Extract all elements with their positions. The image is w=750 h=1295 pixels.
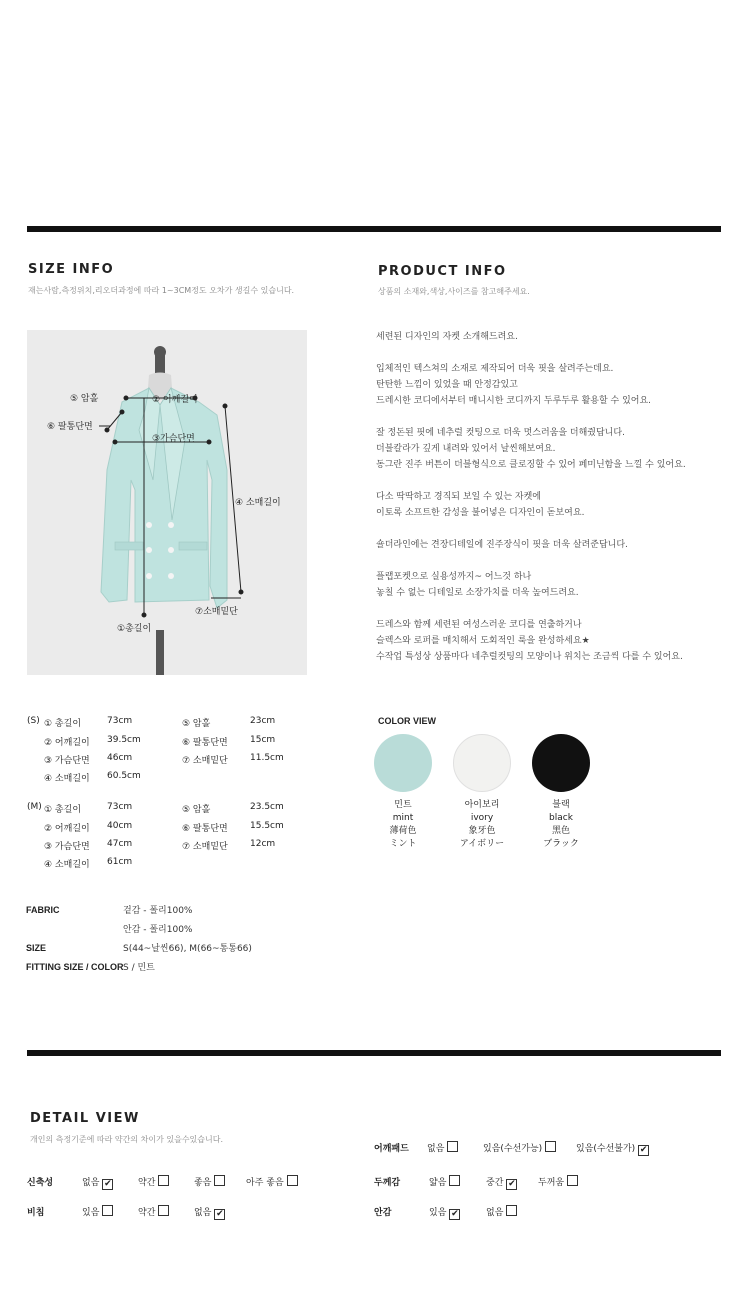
product-info-title: PRODUCT INFO [378,264,507,279]
s-measure-label: ④ 소매길이 [44,774,90,784]
desc-line: 놓칠 수 없는 디테일로 소장가치를 더욱 높여드려요. [376,588,579,598]
checkbox [567,1175,578,1186]
desc-line: 숄더라인에는 견장디테일에 진주장식이 핏을 더욱 살려준답니다. [376,540,628,550]
lining-label: 안감 [374,1208,392,1218]
desc-line: 세련된 디자인의 자켓 소개해드려요. [376,332,518,342]
checkbox-checked: ✔ [104,1179,112,1189]
size-m-label: (M) [27,802,42,812]
desc-line: 더블칼라가 깊게 내려와 있어서 날씬해보여요. [376,444,556,454]
desc-line: 드레스와 함께 세련된 여성스러운 코디를 연출하거나 [376,620,582,630]
desc-line: 슬렉스와 로퍼를 매치해서 도회적인 룩을 완성하세요★ [376,636,590,646]
m-measure-label: ① 총길이 [44,805,82,815]
m-measure-value: 23.5cm [250,802,284,812]
color-name-block [363,799,443,851]
color-zh: 黑色 [551,826,570,836]
color-name-block [442,799,522,851]
stretch-option: 좋음 [194,1175,225,1188]
stretch-label: 신축성 [27,1178,54,1188]
desc-line: 동그란 진주 버튼이 더블형식으로 클로징할 수 있어 페미닌함을 느낄 수 있어요. [376,460,686,470]
s-measure-label: ① 총길이 [44,719,82,729]
checkbox-checked: ✔ [508,1179,516,1189]
desc-gap [376,345,726,361]
checkbox [506,1205,517,1216]
desc-line: 다소 딱딱하고 경직되 보일 수 있는 자켓에 [376,492,541,502]
checkbox [158,1175,169,1186]
desc-gap [376,553,726,569]
stretch-option: 약간 [138,1175,169,1188]
fabric-lining: 안감 - 폴리100% [123,925,193,935]
shoulder-pad-option: 있음(수선가능) [483,1141,556,1154]
checkbox [449,1175,460,1186]
lining-option: 없음 [486,1205,517,1218]
checkbox-checked: ✔ [216,1209,224,1219]
m-measure-value: 47cm [107,839,133,849]
desc-line: 수작업 특성상 상품마다 네추럴컷팅의 모양이나 위치는 조금씩 다를 수 있어요. [376,652,683,662]
lining-option: 있음 ✔ [429,1208,459,1219]
desc-gap [376,409,726,425]
m-measure-value: 15.5cm [250,821,284,831]
desc-line: 이토록 소프트한 감성을 불어넣은 디자인이 돋보여요. [376,508,585,518]
stretch-option: 없음 ✔ [82,1178,112,1189]
s-measure-value: 15cm [250,735,276,745]
desc-line: 드레시한 코디에서부터 매니시한 코디까지 두루두루 활용할 수 있어요. [376,396,652,406]
s-measure-label: ⑥ 팔통단면 [182,738,228,748]
desc-gap [376,601,726,617]
s-measure-value: 23cm [250,716,276,726]
s-measure-label: ③ 가슴단면 [44,756,90,766]
sheer-label: 비침 [27,1208,45,1218]
detail-view-title: DETAIL VIEW [30,1111,140,1126]
m-measure-label: ⑦ 소매밑단 [182,842,228,852]
m-measure-label: ⑤ 암홀 [182,805,211,815]
s-measure-value: 60.5cm [107,771,141,781]
shoulder-pad-label: 어깨패드 [374,1144,409,1154]
thickness-label: 두께감 [374,1178,401,1188]
m-measure-label: ④ 소매길이 [44,860,90,870]
color-en: ivory [470,813,494,823]
ivory-swatch [453,734,511,792]
fitting-label: FITTING SIZE / COLOR [26,962,124,972]
color-ko: 블랙 [552,800,570,810]
shoulder-width-label: ② 어깨길이 [152,395,198,405]
sheer-option: 약간 [138,1205,169,1218]
s-measure-value: 73cm [107,716,133,726]
desc-gap [376,521,726,537]
size-s-label: (S) [27,716,40,726]
size-info-title: SIZE INFO [28,262,115,277]
section-divider-bottom [27,1050,721,1056]
color-view-title: COLOR VIEW [378,716,436,726]
thickness-option: 중간 ✔ [486,1178,516,1189]
cuff-label: ⑦소매밑단 [195,607,238,617]
desc-line: 입체적인 텍스쳐의 소재로 제작되어 더욱 핏을 살려주는데요. [376,364,614,374]
sleeve-width-label: ⑥ 팔통단면 [47,422,93,432]
section-divider-top [27,226,721,232]
s-measure-value: 39.5cm [107,735,141,745]
desc-gap [376,473,726,489]
m-measure-label: ⑥ 팔통단면 [182,824,228,834]
product-info-subtitle: 상품의 소재와,색상,사이즈를 참고해주세요. [378,287,530,296]
fabric-label: FABRIC [26,905,60,915]
armhole-label: ⑤ 암홀 [70,394,99,404]
s-measure-label: ⑦ 소매밑단 [182,756,228,766]
fabric-outer: 겉감 - 폴리100% [123,906,193,916]
size-label: SIZE [26,943,47,953]
m-measure-value: 12cm [250,839,276,849]
checkbox-checked: ✔ [639,1145,648,1155]
sheer-option: 없음 ✔ [194,1208,224,1219]
m-measure-label: ② 어깨길이 [44,824,90,834]
stretch-option: 아주 좋음 [246,1175,298,1188]
color-ja: アイボリー [459,839,505,849]
total-length-label: ①총길이 [117,624,152,634]
desc-line: 탄탄한 느낌이 있었을 때 안정감있고 [376,380,518,390]
thickness-option: 얇음 [429,1175,460,1188]
desc-line: 잘 정돈된 핏에 네추럴 컷팅으로 더욱 멋스러움을 더해줬답니다. [376,428,625,438]
color-name-block [521,799,601,851]
sleeve-length-label: ④ 소매길이 [235,498,281,508]
checkbox [447,1141,458,1152]
size-value: S(44~날씬66), M(66~통통66) [123,944,252,954]
s-measure-label: ② 어깨길이 [44,738,90,748]
product-description [376,329,726,665]
color-ja: ミント [389,839,417,849]
checkbox-checked: ✔ [451,1209,459,1219]
desc-line: 플랩포켓으로 실용성까지~ 어느것 하나 [376,572,532,582]
black-swatch [532,734,590,792]
size-diagram [27,330,307,675]
color-en: mint [392,813,414,823]
m-measure-label: ③ 가슴단면 [44,842,90,852]
mint-swatch [374,734,432,792]
checkbox [214,1175,225,1186]
sheer-option: 있음 [82,1205,113,1218]
shoulder-pad-option: 없음 [427,1141,458,1154]
checkbox [545,1141,556,1152]
size-info-subtitle: 재는사람,측정위치,리오더과정에 따라 1~3CM정도 오차가 생길수 있습니다. [28,286,295,295]
checkbox [102,1205,113,1216]
shoulder-pad-option: 있음(수선불가) ✔ [576,1144,648,1155]
fitting-value: S / 민트 [123,963,155,973]
color-ja: ブラック [543,839,579,849]
m-measure-value: 40cm [107,821,133,831]
s-measure-label: ⑤ 암홀 [182,719,211,729]
detail-view-subtitle: 개인의 측정기준에 따라 약간의 차이가 있을수있습니다. [30,1135,223,1144]
color-zh: 薄荷色 [389,826,417,836]
chest-label: ③가슴단면 [152,434,195,444]
checkbox [287,1175,298,1186]
s-measure-value: 46cm [107,753,133,763]
color-ko: 민트 [394,800,412,810]
m-measure-value: 61cm [107,857,133,867]
thickness-option: 두꺼움 [538,1175,578,1188]
checkbox [158,1205,169,1216]
s-measure-value: 11.5cm [250,753,284,763]
color-en: black [549,813,573,823]
color-zh: 象牙色 [468,826,496,836]
m-measure-value: 73cm [107,802,133,812]
color-ko: 아이보리 [464,800,500,810]
